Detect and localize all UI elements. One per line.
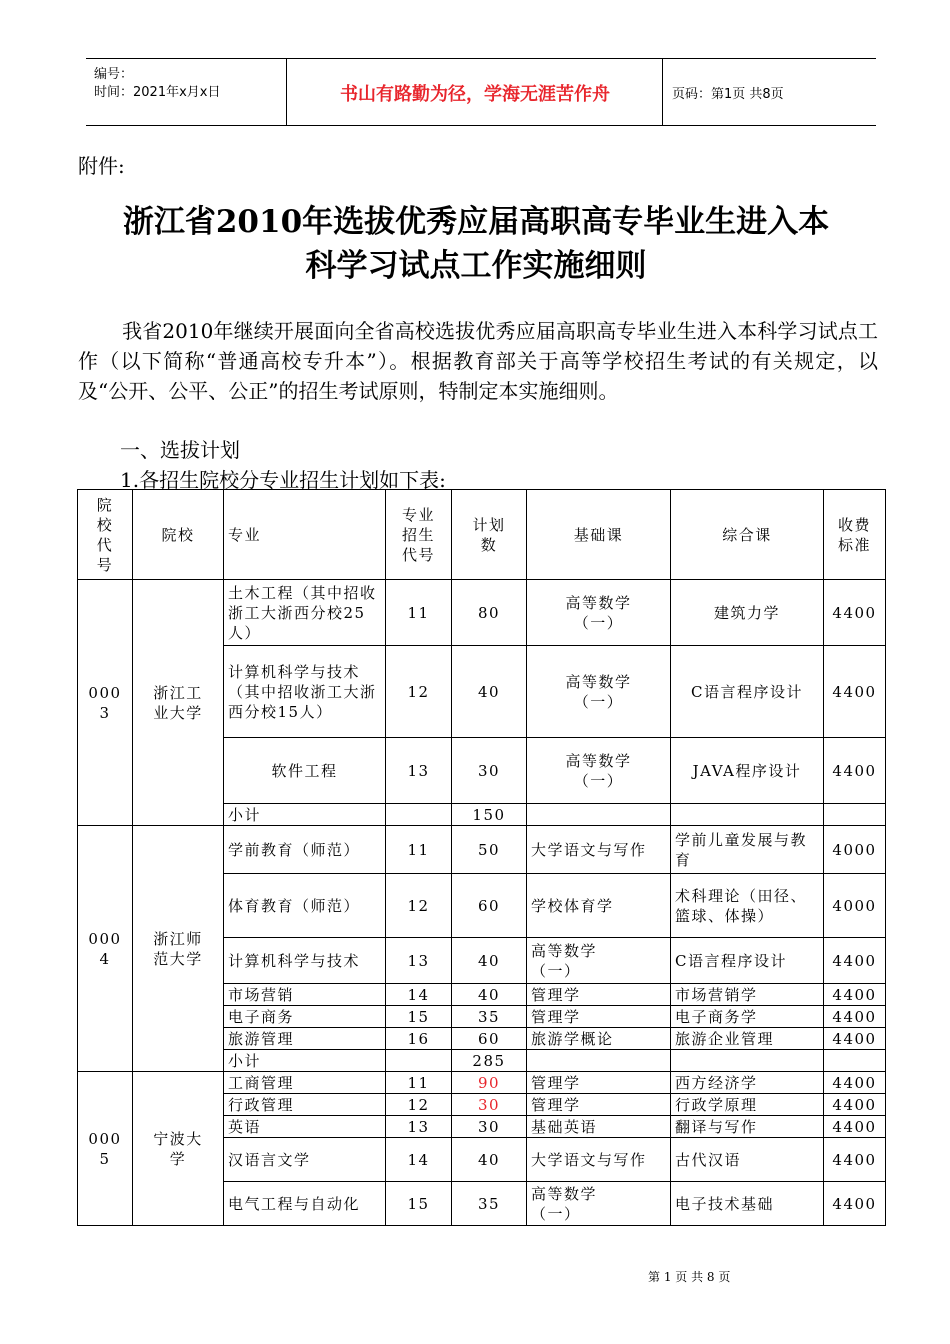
major-cell: 电气工程与自动化 bbox=[224, 1182, 386, 1226]
comprehensive-course-cell: 行政学原理 bbox=[671, 1094, 824, 1116]
empty-cell bbox=[671, 1050, 824, 1072]
subtotal-label: 小计 bbox=[224, 804, 386, 826]
fee-cell: 4400 bbox=[824, 1072, 886, 1094]
fee-cell: 4400 bbox=[824, 1094, 886, 1116]
major-code-cell: 15 bbox=[386, 1006, 452, 1028]
header-divider bbox=[286, 58, 287, 126]
title-line-1: 浙江省2010年选拔优秀应届高职高专毕业生进入本 bbox=[122, 204, 830, 240]
comprehensive-course-cell: C语言程序设计 bbox=[671, 646, 824, 738]
major-cell: 英语 bbox=[224, 1116, 386, 1138]
empty-cell bbox=[527, 804, 671, 826]
major-cell: 工商管理 bbox=[224, 1072, 386, 1094]
header-bottom-rule bbox=[86, 125, 876, 126]
header-fee: 收费标准 bbox=[824, 490, 886, 580]
table-row bbox=[78, 580, 886, 646]
major-code-cell: 11 bbox=[386, 1072, 452, 1094]
basic-course-cell: 高等数学（一） bbox=[527, 938, 671, 984]
major-code-cell: 14 bbox=[386, 984, 452, 1006]
page-footer: 第 1 页 共 8 页 bbox=[648, 1270, 731, 1284]
basic-course-cell: 管理学 bbox=[527, 1072, 671, 1094]
header-major-code: 专业招生代号 bbox=[386, 490, 452, 580]
major-code-cell: 12 bbox=[386, 646, 452, 738]
fee-cell: 4400 bbox=[824, 1006, 886, 1028]
major-code-cell: 11 bbox=[386, 826, 452, 874]
comprehensive-course-cell: 学前儿童发展与教育 bbox=[671, 826, 824, 874]
subtotal-value: 150 bbox=[452, 804, 527, 826]
plan-cell: 30 bbox=[452, 738, 527, 804]
basic-course-cell: 大学语文与写作 bbox=[527, 1138, 671, 1182]
document-header bbox=[86, 58, 876, 126]
fee-cell: 4400 bbox=[824, 646, 886, 738]
fee-cell: 4400 bbox=[824, 984, 886, 1006]
fee-cell: 4000 bbox=[824, 826, 886, 874]
comprehensive-course-cell: 西方经济学 bbox=[671, 1072, 824, 1094]
plan-cell: 30 bbox=[452, 1094, 527, 1116]
subtotal-label: 小计 bbox=[224, 1050, 386, 1072]
basic-course-cell: 大学语文与写作 bbox=[527, 826, 671, 874]
comprehensive-course-cell: 术科理论（田径、篮球、体操） bbox=[671, 874, 824, 938]
section-subheading: 1.各招生院校分专业招生计划如下表: bbox=[120, 468, 446, 492]
major-code-cell: 12 bbox=[386, 1094, 452, 1116]
empty-cell bbox=[386, 804, 452, 826]
comprehensive-course-cell: 电子商务学 bbox=[671, 1006, 824, 1028]
header-major: 专业 bbox=[224, 490, 386, 580]
major-code-cell: 14 bbox=[386, 1138, 452, 1182]
major-code-cell: 15 bbox=[386, 1182, 452, 1226]
major-code-cell: 13 bbox=[386, 738, 452, 804]
major-cell: 行政管理 bbox=[224, 1094, 386, 1116]
plan-cell: 40 bbox=[452, 984, 527, 1006]
basic-course-cell: 学校体育学 bbox=[527, 874, 671, 938]
attachment-label: 附件: bbox=[78, 154, 125, 178]
major-cell: 市场营销 bbox=[224, 984, 386, 1006]
header-school: 院校 bbox=[133, 490, 224, 580]
basic-course-cell: 基础英语 bbox=[527, 1116, 671, 1138]
fee-cell: 4000 bbox=[824, 874, 886, 938]
empty-cell bbox=[386, 1050, 452, 1072]
major-code-cell: 13 bbox=[386, 938, 452, 984]
section-heading: 一、选拔计划 bbox=[120, 438, 240, 462]
table-row bbox=[78, 1072, 886, 1094]
table-header-row bbox=[78, 490, 886, 580]
comprehensive-course-cell: 翻译与写作 bbox=[671, 1116, 824, 1138]
major-cell: 土木工程（其中招收浙工大浙西分校25人） bbox=[224, 580, 386, 646]
header-divider bbox=[662, 58, 663, 126]
fee-cell: 4400 bbox=[824, 1138, 886, 1182]
plan-cell: 40 bbox=[452, 1138, 527, 1182]
school-name-cell: 宁波大学 bbox=[133, 1072, 224, 1226]
comprehensive-course-cell: 市场营销学 bbox=[671, 984, 824, 1006]
header-school-code: 院校代号 bbox=[78, 490, 133, 580]
major-cell: 汉语言文学 bbox=[224, 1138, 386, 1182]
basic-course-cell: 高等数学（一） bbox=[527, 580, 671, 646]
plan-cell: 35 bbox=[452, 1182, 527, 1226]
header-plan: 计划数 bbox=[452, 490, 527, 580]
school-code-cell: 0005 bbox=[78, 1072, 133, 1226]
basic-course-cell: 高等数学（一） bbox=[527, 738, 671, 804]
fee-cell: 4400 bbox=[824, 580, 886, 646]
fee-cell: 4400 bbox=[824, 1028, 886, 1050]
major-code-cell: 12 bbox=[386, 874, 452, 938]
header-number-label: 编号： bbox=[94, 67, 134, 82]
fee-cell: 4400 bbox=[824, 1182, 886, 1226]
comprehensive-course-cell: C语言程序设计 bbox=[671, 938, 824, 984]
enrollment-plan-table bbox=[77, 489, 886, 1226]
empty-cell bbox=[671, 804, 824, 826]
basic-course-cell: 旅游学概论 bbox=[527, 1028, 671, 1050]
basic-course-cell: 管理学 bbox=[527, 1094, 671, 1116]
basic-course-cell: 高等数学（一） bbox=[527, 1182, 671, 1226]
plan-cell: 35 bbox=[452, 1006, 527, 1028]
plan-cell: 30 bbox=[452, 1116, 527, 1138]
empty-cell bbox=[824, 804, 886, 826]
header-basic-course: 基础课 bbox=[527, 490, 671, 580]
major-cell: 电子商务 bbox=[224, 1006, 386, 1028]
major-cell: 软件工程 bbox=[224, 738, 386, 804]
major-cell: 体育教育（师范） bbox=[224, 874, 386, 938]
title-line-2: 科学习试点工作实施细则 bbox=[305, 248, 647, 284]
empty-cell bbox=[824, 1050, 886, 1072]
subtotal-value: 285 bbox=[452, 1050, 527, 1072]
page-title bbox=[76, 200, 876, 288]
fee-cell: 4400 bbox=[824, 738, 886, 804]
major-code-cell: 11 bbox=[386, 580, 452, 646]
major-cell: 计算机科学与技术 bbox=[224, 938, 386, 984]
header-time-label: 时间：2021年x月x日 bbox=[94, 85, 221, 100]
major-cell: 学前教育（师范） bbox=[224, 826, 386, 874]
plan-cell: 90 bbox=[452, 1072, 527, 1094]
plan-cell: 50 bbox=[452, 826, 527, 874]
empty-cell bbox=[527, 1050, 671, 1072]
school-code-cell: 0004 bbox=[78, 826, 133, 1072]
school-name-cell: 浙江工业大学 bbox=[133, 580, 224, 826]
comprehensive-course-cell: 电子技术基础 bbox=[671, 1182, 824, 1226]
major-cell: 计算机科学与技术（其中招收浙工大浙西分校15人） bbox=[224, 646, 386, 738]
major-cell: 旅游管理 bbox=[224, 1028, 386, 1050]
comprehensive-course-cell: 建筑力学 bbox=[671, 580, 824, 646]
school-name-cell: 浙江师范大学 bbox=[133, 826, 224, 1072]
intro-text: 我省2010年继续开展面向全省高校选拔优秀应届高职高专毕业生进入本科学习试点工作（以下简称“普通高校专升本”）。根据教育部关于高等学校招生考试的有关规定，以及“公开、公平、公正”的招生考试原则，特制定本实施细则。 bbox=[78, 319, 878, 403]
major-code-cell: 13 bbox=[386, 1116, 452, 1138]
comprehensive-course-cell: 旅游企业管理 bbox=[671, 1028, 824, 1050]
school-code-cell: 0003 bbox=[78, 580, 133, 826]
header-comprehensive-course: 综合课 bbox=[671, 490, 824, 580]
comprehensive-course-cell: 古代汉语 bbox=[671, 1138, 824, 1182]
plan-cell: 60 bbox=[452, 1028, 527, 1050]
table-row bbox=[78, 826, 886, 874]
plan-cell: 40 bbox=[452, 938, 527, 984]
header-top-rule bbox=[86, 58, 876, 59]
basic-course-cell: 管理学 bbox=[527, 1006, 671, 1028]
intro-paragraph bbox=[78, 316, 878, 406]
fee-cell: 4400 bbox=[824, 938, 886, 984]
comprehensive-course-cell: JAVA程序设计 bbox=[671, 738, 824, 804]
plan-cell: 80 bbox=[452, 580, 527, 646]
header-motto: 书山有路勤为径，学海无涯苦作舟 bbox=[340, 84, 610, 105]
basic-course-cell: 管理学 bbox=[527, 984, 671, 1006]
plan-cell: 40 bbox=[452, 646, 527, 738]
major-code-cell: 16 bbox=[386, 1028, 452, 1050]
fee-cell: 4400 bbox=[824, 1116, 886, 1138]
plan-cell: 60 bbox=[452, 874, 527, 938]
basic-course-cell: 高等数学（一） bbox=[527, 646, 671, 738]
header-page-info: 页码：第1页 共8页 bbox=[672, 87, 784, 102]
